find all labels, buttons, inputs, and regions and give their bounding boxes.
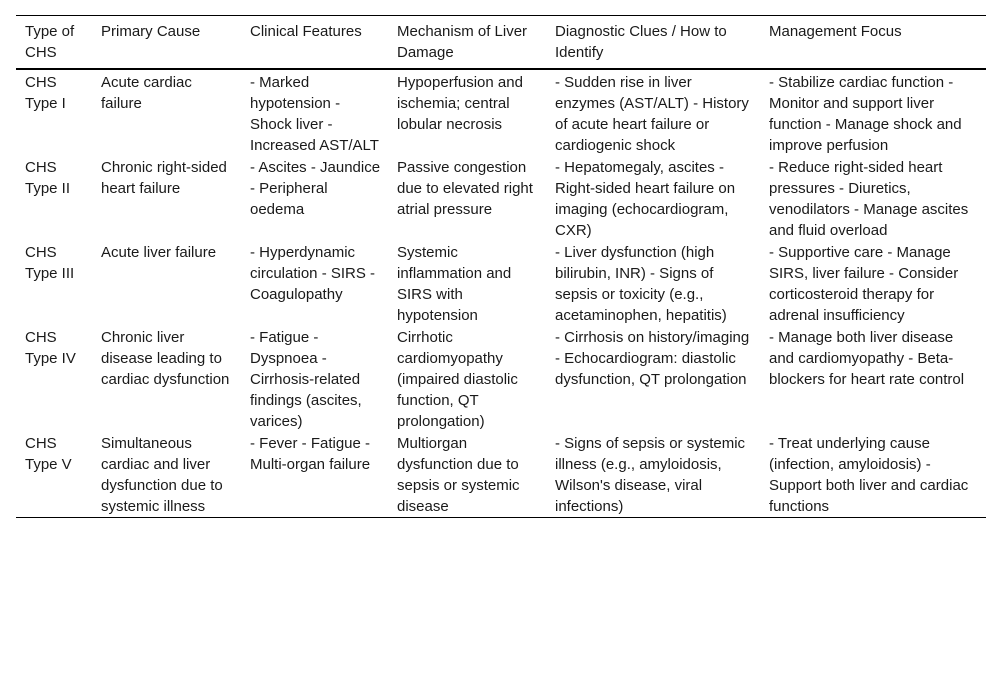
cell-management-focus: - Supportive care - Manage SIRS, liver failure - Consider corticosteroid therapy for adrenal insufficiency bbox=[769, 244, 959, 324]
cell-primary-cause: Acute liver failure bbox=[101, 244, 217, 261]
table-row bbox=[16, 156, 986, 241]
cell-type: CHS Type I bbox=[25, 74, 66, 112]
chs-table-container bbox=[16, 15, 986, 518]
cell-diagnostic-clues: - Sudden rise in liver enzymes (AST/ALT) - History of acute heart failure or cardiogenic shock bbox=[555, 74, 749, 154]
cell-primary-cause: Chronic right-sided heart failure bbox=[101, 159, 227, 197]
cell-clinical-features: - Hyperdynamic circulation - SIRS - Coagulopathy bbox=[250, 244, 376, 303]
header-diagnostic-clues: Diagnostic Clues / How to Identify bbox=[555, 23, 727, 61]
cell-management-focus: - Stabilize cardiac function - Monitor and support liver function - Manage shock and improve perfusion bbox=[769, 74, 962, 154]
cell-mechanism: Hypoperfusion and ischemia; central lobular necrosis bbox=[397, 74, 523, 133]
cell-mechanism: Multiorgan dysfunction due to sepsis or systemic disease bbox=[397, 435, 520, 515]
table-header bbox=[16, 16, 986, 70]
cell-type: CHS Type II bbox=[25, 159, 71, 197]
cell-clinical-features: - Fever - Fatigue - Multi-organ failure bbox=[250, 435, 371, 473]
cell-type: CHS Type IV bbox=[25, 329, 76, 367]
cell-primary-cause: Chronic liver disease leading to cardiac dysfunction bbox=[101, 329, 230, 388]
cell-diagnostic-clues: - Liver dysfunction (high bilirubin, INR) - Signs of sepsis or toxicity (e.g., acetaminophen, hepatitis) bbox=[555, 244, 727, 324]
header-management-focus: Management Focus bbox=[769, 23, 902, 40]
cell-type: CHS Type V bbox=[25, 435, 72, 473]
cell-management-focus: - Treat underlying cause (infection, amyloidosis) - Support both liver and cardiac functions bbox=[769, 435, 969, 515]
table-row bbox=[16, 326, 986, 432]
header-row bbox=[16, 16, 986, 70]
chs-classification-table bbox=[16, 15, 986, 518]
table-row bbox=[16, 241, 986, 326]
table-row bbox=[16, 69, 986, 156]
cell-mechanism: Systemic inflammation and SIRS with hypotension bbox=[397, 244, 512, 324]
cell-primary-cause: Acute cardiac failure bbox=[101, 74, 192, 112]
cell-diagnostic-clues: - Hepatomegaly, ascites - Right-sided heart failure on imaging (echocardiogram, CXR) bbox=[555, 159, 736, 239]
table-row bbox=[16, 432, 986, 518]
cell-clinical-features: - Ascites - Jaundice - Peripheral oedema bbox=[250, 159, 381, 218]
cell-type: CHS Type III bbox=[25, 244, 75, 282]
cell-diagnostic-clues: - Cirrhosis on history/imaging - Echocardiogram: diastolic dysfunction, QT prolongation bbox=[555, 329, 750, 388]
cell-mechanism: Passive congestion due to elevated right atrial pressure bbox=[397, 159, 533, 218]
header-clinical-features: Clinical Features bbox=[250, 23, 362, 40]
header-type: Type of CHS bbox=[25, 23, 75, 61]
header-mechanism: Mechanism of Liver Damage bbox=[397, 23, 528, 61]
cell-clinical-features: - Fatigue - Dyspnoea - Cirrhosis-related findings (ascites, varices) bbox=[250, 329, 362, 430]
cell-management-focus: - Manage both liver disease and cardiomyopathy - Beta-blockers for heart rate control bbox=[769, 329, 965, 388]
cell-management-focus: - Reduce right-sided heart pressures - Diuretics, venodilators - Manage ascites and fluid overload bbox=[769, 159, 969, 239]
cell-clinical-features: - Marked hypotension - Shock liver - Increased AST/ALT bbox=[250, 74, 379, 154]
table-body bbox=[16, 69, 986, 518]
cell-primary-cause: Simultaneous cardiac and liver dysfunction due to systemic illness bbox=[101, 435, 223, 515]
cell-diagnostic-clues: - Signs of sepsis or systemic illness (e.g., amyloidosis, Wilson's disease, viral infections) bbox=[555, 435, 746, 515]
header-primary-cause: Primary Cause bbox=[101, 23, 201, 40]
cell-mechanism: Cirrhotic cardiomyopathy (impaired diastolic function, QT prolongation) bbox=[397, 329, 518, 430]
